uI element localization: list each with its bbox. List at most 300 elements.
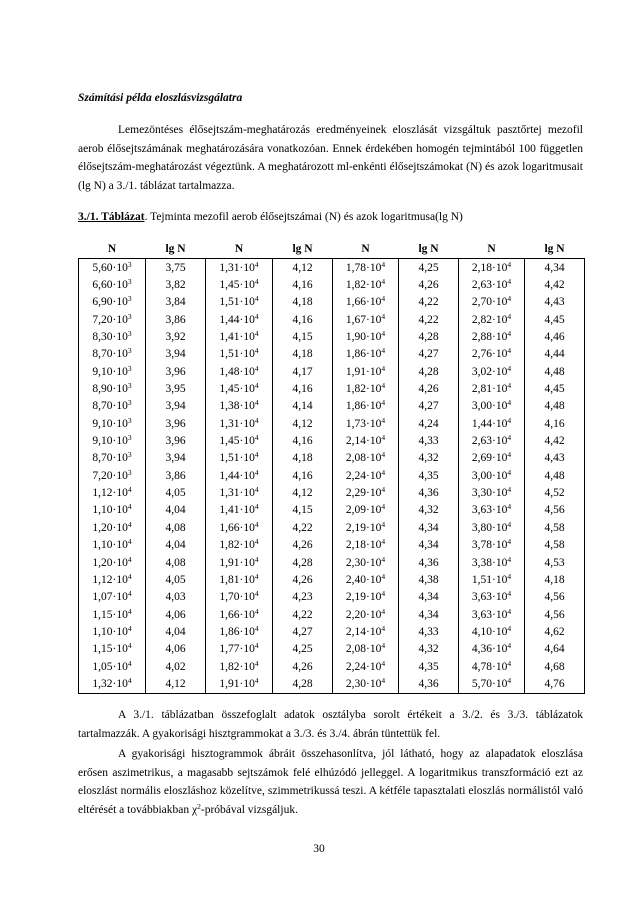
cell-count-mantissa: 1,44·10: [471, 417, 508, 430]
cell-log: 4,04: [146, 537, 206, 554]
cell-count-exponent: 4: [381, 571, 386, 581]
table-header: [79, 240, 585, 259]
cell-count-exponent: 4: [254, 658, 259, 668]
cell-count-mantissa: 1,91·10: [219, 556, 255, 569]
cell-count-mantissa: 1,45·10: [219, 435, 255, 448]
cell-count-exponent: 4: [127, 571, 132, 581]
cell-count: [333, 450, 399, 467]
cell-count-mantissa: 1,86·10: [219, 625, 255, 638]
cell-count-mantissa: 1,15·10: [92, 643, 128, 656]
cell-count-exponent: 3: [127, 259, 132, 269]
cell-count: [333, 484, 399, 501]
column-header: N: [107, 243, 117, 255]
cell-log: 4,62: [525, 623, 585, 640]
cell-count-exponent: 4: [254, 589, 259, 599]
cell-count-exponent: 4: [507, 433, 512, 443]
cell-count-exponent: 4: [381, 519, 386, 529]
cell-count-mantissa: 1,51·10: [219, 296, 255, 309]
cell-count: [79, 675, 146, 693]
cell-count-mantissa: 1,82·10: [345, 383, 382, 396]
cell-count-mantissa: 1,20·10: [92, 556, 128, 569]
cell-count: [206, 484, 273, 501]
cell-count: [333, 276, 399, 293]
table-row: [79, 450, 585, 467]
cell-count-mantissa: 2,88·10: [471, 331, 508, 344]
cell-log: 3,86: [146, 467, 206, 484]
cell-count: [333, 623, 399, 640]
table-row: [79, 328, 585, 345]
cell-count: [459, 641, 525, 658]
cell-count-exponent: 4: [254, 311, 259, 321]
table-row: [79, 606, 585, 623]
cell-count: [206, 311, 273, 328]
cell-log: 4,48: [525, 467, 585, 484]
cell-count-exponent: 4: [254, 623, 259, 633]
cell-log: 4,16: [273, 467, 333, 484]
cell-log: 4,46: [525, 328, 585, 345]
cell-log: 3,82: [146, 276, 206, 293]
cell-count: [79, 346, 146, 363]
cell-count-exponent: 4: [254, 363, 259, 373]
cell-count-exponent: 4: [507, 589, 512, 599]
cell-count: [459, 502, 525, 519]
cell-count-exponent: 4: [507, 519, 512, 529]
cell-log: 4,35: [399, 467, 459, 484]
cell-log: 4,03: [146, 589, 206, 606]
cell-count-exponent: 3: [127, 329, 132, 339]
cell-count-exponent: 4: [254, 398, 259, 408]
cell-count: [459, 380, 525, 397]
table-row: [79, 519, 585, 536]
cell-count: [79, 658, 146, 675]
table-row: [79, 259, 585, 277]
cell-log: 4,34: [399, 519, 459, 536]
header-row: [79, 240, 585, 259]
cell-count: [206, 328, 273, 345]
cell-count: [79, 259, 146, 277]
column-header: N: [361, 243, 370, 255]
cell-log: 4,43: [525, 294, 585, 311]
table-row: [79, 641, 585, 658]
cell-count-mantissa: 2,14·10: [345, 435, 382, 448]
cell-count-mantissa: 1,91·10: [219, 677, 255, 690]
column-header: lg N: [165, 243, 186, 255]
cell-count-mantissa: 2,08·10: [345, 643, 382, 656]
cell-count: [79, 623, 146, 640]
table-row: [79, 276, 585, 293]
cell-count-exponent: 4: [381, 467, 386, 477]
cell-count: [333, 311, 399, 328]
cell-count-mantissa: 3,80·10: [471, 521, 508, 534]
cell-count: [206, 363, 273, 380]
cell-count: [459, 589, 525, 606]
cell-count: [459, 432, 525, 449]
cell-count: [79, 467, 146, 484]
cell-log: 4,22: [273, 606, 333, 623]
cell-count-exponent: 4: [381, 277, 386, 287]
cell-count: [206, 450, 273, 467]
cell-count-mantissa: 2,19·10: [345, 521, 382, 534]
cell-log: 4,18: [525, 571, 585, 588]
cell-count-mantissa: 3,63·10: [471, 504, 508, 517]
cell-log: 4,38: [399, 571, 459, 588]
cell-count: [79, 537, 146, 554]
cell-count: [333, 658, 399, 675]
cell-count: [79, 519, 146, 536]
table-row: [79, 415, 585, 432]
cell-log: 4,22: [399, 294, 459, 311]
cell-count-mantissa: 2,08·10: [345, 452, 382, 465]
cell-count-exponent: 4: [507, 381, 512, 391]
cell-count-mantissa: 1,07·10: [92, 591, 128, 604]
cell-count: [333, 571, 399, 588]
cell-count: [79, 450, 146, 467]
cell-count: [206, 259, 273, 277]
table-row: [79, 571, 585, 588]
cell-count-mantissa: 1,66·10: [345, 296, 382, 309]
cell-count: [459, 519, 525, 536]
cell-count: [459, 537, 525, 554]
table-caption: [78, 211, 463, 223]
cell-log: 4,08: [146, 554, 206, 571]
cell-count: [206, 589, 273, 606]
cell-log: 4,12: [146, 675, 206, 693]
cell-count: [459, 484, 525, 501]
cell-count-mantissa: 3,00·10: [471, 469, 508, 482]
cell-log: 4,23: [273, 589, 333, 606]
column-header: lg N: [292, 243, 313, 255]
column-header: lg N: [544, 243, 565, 255]
cell-count-exponent: 4: [254, 329, 259, 339]
cell-log: 3,96: [146, 432, 206, 449]
cell-log: 4,24: [399, 415, 459, 432]
cell-count-exponent: 4: [254, 502, 259, 512]
cell-count: [333, 432, 399, 449]
cell-count: [206, 432, 273, 449]
cell-count: [206, 502, 273, 519]
cell-log: 4,36: [399, 675, 459, 693]
cell-log: 4,06: [146, 606, 206, 623]
cell-count-mantissa: 2,18·10: [471, 261, 508, 274]
cell-count-mantissa: 2,63·10: [471, 279, 508, 292]
cell-log: 4,32: [399, 641, 459, 658]
cell-count-exponent: 4: [254, 381, 259, 391]
cell-count: [333, 537, 399, 554]
cell-log: 4,56: [525, 502, 585, 519]
cell-count-mantissa: 5,60·10: [92, 261, 128, 274]
cell-count-mantissa: 1,77·10: [219, 643, 255, 656]
cell-count: [206, 380, 273, 397]
cell-count-mantissa: 1,10·10: [92, 539, 128, 552]
cell-count: [459, 606, 525, 623]
cell-log: 4,44: [525, 346, 585, 363]
cell-log: 4,12: [273, 259, 333, 277]
cell-log: 3,95: [146, 380, 206, 397]
table-row: [79, 432, 585, 449]
cell-count-mantissa: 1,82·10: [345, 279, 382, 292]
table-row: [79, 467, 585, 484]
table-row: [79, 537, 585, 554]
cell-count-mantissa: 8,70·10: [92, 400, 128, 413]
cell-count-mantissa: 1,70·10: [219, 591, 255, 604]
cell-count-exponent: 4: [381, 450, 386, 460]
cell-count: [459, 311, 525, 328]
cell-count-mantissa: 1,81·10: [219, 573, 255, 586]
cell-count-mantissa: 1,20·10: [92, 521, 128, 534]
cell-count-exponent: 4: [254, 433, 259, 443]
paragraph-histograms: [78, 706, 583, 743]
cell-count-exponent: 4: [381, 675, 386, 685]
cell-count-mantissa: 1,73·10: [345, 417, 382, 430]
cell-log: 4,48: [525, 363, 585, 380]
cell-count-exponent: 4: [381, 433, 386, 443]
cell-count-mantissa: 2,76·10: [471, 348, 508, 361]
cell-count: [333, 363, 399, 380]
cell-count: [459, 398, 525, 415]
cell-count-mantissa: 1,10·10: [92, 504, 128, 517]
cell-count-exponent: 4: [381, 623, 386, 633]
cell-count: [206, 537, 273, 554]
intro-paragraph-text: Lemezöntéses élősejtszám-meghatározás eredményeinek eloszlását vizsgáltuk pasztőrtej mezofil aerob élősejtszámának meghatározására vonatkozóan. Ennek érdekében homogén tejmintából 100 független élősejtszám-meghatározást végeztünk. A meghatározott ml-enkénti élősejtszámokat (N) és azok logaritmusait (lg N) a 3./1. táblázat tartalmazza.: [78, 124, 583, 192]
cell-log: 4,15: [273, 502, 333, 519]
cell-count-exponent: 4: [381, 537, 386, 547]
cell-count-mantissa: 2,63·10: [471, 435, 508, 448]
data-table: [78, 240, 585, 694]
cell-count: [79, 311, 146, 328]
cell-count: [459, 259, 525, 277]
cell-count: [333, 346, 399, 363]
cell-count-mantissa: 1,38·10: [219, 400, 255, 413]
cell-count-mantissa: 2,30·10: [345, 677, 382, 690]
column-header: N: [234, 243, 244, 255]
cell-count-mantissa: 1,12·10: [92, 573, 128, 586]
cell-log: 3,86: [146, 311, 206, 328]
cell-count-exponent: 4: [507, 450, 512, 460]
cell-log: 4,76: [525, 675, 585, 693]
cell-count: [333, 259, 399, 277]
paragraph-distribution-text-start: A gyakorisági hisztogrammok ábráit összehasonlítva, jól látható, hogy az alapadatok eloszlása erősen aszimetrikus, a magasabb sejtszámok felé elhúzódó jelleggel. A logaritmikus transzformáció ezt az eloszlást normális eloszláshoz közelítve, szimmetrikussá teszi. A kétféle tapasztalati eloszlás normálistól való eltérését a továbbiakban: [78, 748, 583, 816]
cell-log: 4,35: [399, 658, 459, 675]
cell-count-exponent: 4: [381, 415, 386, 425]
cell-log: 4,28: [273, 675, 333, 693]
cell-count: [333, 641, 399, 658]
cell-count-exponent: 4: [127, 623, 132, 633]
cell-count: [333, 675, 399, 693]
cell-count: [459, 571, 525, 588]
cell-count-exponent: 4: [381, 259, 386, 269]
cell-count-exponent: 4: [381, 658, 386, 668]
cell-count-mantissa: 3,78·10: [471, 539, 508, 552]
column-header: lg N: [418, 243, 439, 255]
cell-count: [206, 623, 273, 640]
cell-count-mantissa: 1,82·10: [219, 660, 255, 673]
cell-count-exponent: 4: [127, 675, 132, 685]
cell-log: 3,75: [146, 259, 206, 277]
cell-log: 4,26: [399, 380, 459, 397]
cell-count-mantissa: 2,81·10: [471, 383, 508, 396]
cell-log: 4,08: [146, 519, 206, 536]
cell-count-mantissa: 1,31·10: [219, 417, 255, 430]
cell-log: 4,48: [525, 398, 585, 415]
cell-count-exponent: 3: [127, 311, 132, 321]
cell-log: 4,02: [146, 658, 206, 675]
cell-log: 3,96: [146, 415, 206, 432]
cell-count-exponent: 4: [127, 641, 132, 651]
cell-count-exponent: 4: [381, 329, 386, 339]
cell-count-mantissa: 1,86·10: [345, 348, 382, 361]
cell-count-exponent: 4: [507, 537, 512, 547]
paragraph-distribution-text-end: -próbával vizsgáljuk.: [200, 803, 298, 816]
cell-log: 3,96: [146, 363, 206, 380]
cell-count-mantissa: 1,31·10: [219, 261, 255, 274]
cell-count: [79, 484, 146, 501]
cell-count-mantissa: 3,63·10: [471, 608, 508, 621]
cell-log: 4,16: [273, 276, 333, 293]
table-row: [79, 554, 585, 571]
cell-count-mantissa: 2,19·10: [345, 591, 382, 604]
cell-count-exponent: 4: [507, 398, 512, 408]
cell-log: 4,26: [399, 276, 459, 293]
cell-log: 4,12: [273, 415, 333, 432]
cell-count: [459, 675, 525, 693]
cell-log: 4,22: [399, 311, 459, 328]
cell-log: 4,06: [146, 641, 206, 658]
cell-count-exponent: 4: [127, 519, 132, 529]
cell-count: [206, 276, 273, 293]
cell-log: 4,18: [273, 450, 333, 467]
cell-count-exponent: 4: [381, 381, 386, 391]
cell-log: 4,27: [399, 346, 459, 363]
cell-count-exponent: 4: [507, 675, 512, 685]
cell-log: 4,16: [273, 432, 333, 449]
cell-count: [79, 589, 146, 606]
cell-count: [79, 432, 146, 449]
cell-count: [333, 328, 399, 345]
cell-count-mantissa: 7,20·10: [92, 469, 128, 482]
cell-count-exponent: 4: [127, 589, 132, 599]
cell-count-exponent: 4: [507, 641, 512, 651]
cell-log: 4,15: [273, 328, 333, 345]
cell-count: [79, 571, 146, 588]
cell-count-mantissa: 8,70·10: [92, 452, 128, 465]
cell-log: 4,45: [525, 380, 585, 397]
cell-count-exponent: 4: [381, 398, 386, 408]
paragraph-histograms-text: A 3./1. táblázatban összefoglalt adatok osztályba sorolt értékeit a 3./2. és 3./3. táblázatok tartalmazzák. A gyakorisági hisztgrammokat a 3./3. és 3./4. ábrán tüntettük fel.: [78, 709, 583, 740]
cell-count-exponent: 3: [127, 346, 132, 356]
cell-count-mantissa: 3,00·10: [471, 400, 508, 413]
cell-count-mantissa: 6,60·10: [92, 279, 128, 292]
cell-count: [79, 606, 146, 623]
cell-count: [459, 450, 525, 467]
cell-count-exponent: 4: [381, 502, 386, 512]
cell-log: 4,58: [525, 537, 585, 554]
cell-count-exponent: 3: [127, 277, 132, 287]
cell-count-exponent: 3: [127, 398, 132, 408]
cell-log: 4,26: [273, 537, 333, 554]
cell-count: [79, 415, 146, 432]
cell-count: [79, 554, 146, 571]
cell-count-exponent: 4: [254, 675, 259, 685]
cell-count-exponent: 4: [127, 537, 132, 547]
cell-count: [459, 328, 525, 345]
cell-count-exponent: 4: [507, 294, 512, 304]
cell-count: [459, 623, 525, 640]
table-body: [79, 259, 585, 694]
cell-count-mantissa: 2,09·10: [345, 504, 382, 517]
cell-count-mantissa: 1,86·10: [345, 400, 382, 413]
cell-count-exponent: 4: [507, 346, 512, 356]
cell-count-mantissa: 1,51·10: [471, 573, 508, 586]
cell-log: 4,36: [399, 484, 459, 501]
cell-log: 4,16: [525, 415, 585, 432]
cell-count: [79, 363, 146, 380]
cell-log: 4,32: [399, 450, 459, 467]
cell-count-mantissa: 4,78·10: [471, 660, 508, 673]
cell-log: 4,64: [525, 641, 585, 658]
table-row: [79, 502, 585, 519]
cell-count-mantissa: 2,24·10: [345, 469, 382, 482]
cell-count-exponent: 4: [127, 502, 132, 512]
cell-count: [459, 554, 525, 571]
cell-count-exponent: 4: [381, 294, 386, 304]
cell-count-exponent: 3: [127, 467, 132, 477]
cell-log: 4,33: [399, 432, 459, 449]
cell-count-exponent: 4: [254, 519, 259, 529]
cell-count-mantissa: 4,36·10: [471, 643, 508, 656]
cell-count-mantissa: 2,18·10: [345, 539, 382, 552]
cell-count: [79, 380, 146, 397]
cell-log: 4,56: [525, 589, 585, 606]
cell-log: 4,68: [525, 658, 585, 675]
cell-count: [333, 502, 399, 519]
cell-log: 4,28: [273, 554, 333, 571]
cell-log: 3,92: [146, 328, 206, 345]
cell-count-mantissa: 9,10·10: [92, 435, 128, 448]
cell-count: [79, 276, 146, 293]
cell-count-exponent: 4: [254, 294, 259, 304]
cell-count-mantissa: 1,10·10: [92, 625, 128, 638]
cell-count-mantissa: 1,41·10: [219, 504, 255, 517]
cell-count-exponent: 4: [381, 485, 386, 495]
table-row: [79, 346, 585, 363]
cell-count-mantissa: 1,12·10: [92, 487, 128, 500]
cell-count-mantissa: 2,29·10: [345, 487, 382, 500]
cell-log: 4,18: [273, 294, 333, 311]
cell-count-exponent: 4: [507, 571, 512, 581]
cell-count: [333, 589, 399, 606]
cell-count: [206, 294, 273, 311]
cell-log: 4,26: [273, 571, 333, 588]
table-caption-text: . Tejminta mezofil aerob élősejtszámai (N) és azok logaritmusa(lg N): [144, 211, 463, 223]
cell-count: [206, 571, 273, 588]
cell-count-exponent: 4: [507, 259, 512, 269]
cell-count-exponent: 4: [507, 415, 512, 425]
cell-log: 4,58: [525, 519, 585, 536]
cell-log: 4,42: [525, 432, 585, 449]
cell-count-exponent: 4: [381, 346, 386, 356]
cell-count-mantissa: 8,30·10: [92, 331, 128, 344]
cell-log: 4,27: [399, 398, 459, 415]
cell-count-exponent: 3: [127, 363, 132, 373]
cell-count-exponent: 3: [127, 294, 132, 304]
cell-count-exponent: 4: [254, 259, 259, 269]
cell-count-mantissa: 1,44·10: [219, 313, 255, 326]
cell-count: [333, 554, 399, 571]
cell-count: [206, 641, 273, 658]
cell-count-mantissa: 1,82·10: [219, 539, 255, 552]
cell-count-exponent: 4: [381, 311, 386, 321]
cell-count-exponent: 3: [127, 433, 132, 443]
